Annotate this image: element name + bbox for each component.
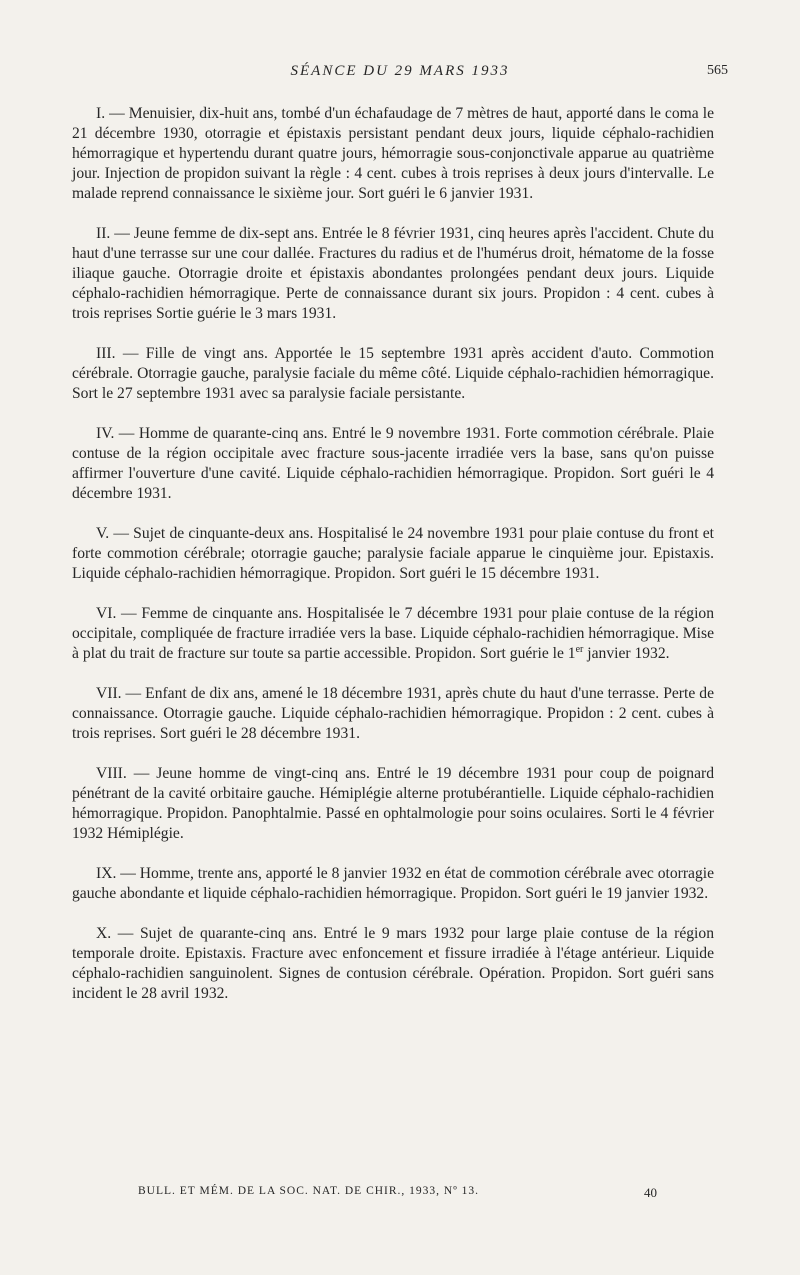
page-footer bbox=[0, 1185, 800, 1205]
case-paragraph-9: IX. — Homme, trente ans, apporté le 8 janvier 1932 en état de commotion cérébrale avec otorragie gauche abondante et liquide céphalo-rachidien hémorragique. Propidon. Sort guéri le 19 janvier 1932. bbox=[72, 865, 714, 902]
case-6-text: VI. — Femme de cinquante ans. Hospitalisée le 7 décembre 1931 pour plaie contuse de la région occipitale, compliquée de fracture irradiée vers la base. Liquide céphalo-rachidien hémorragique. Mise à plat du trait de fracture sur toute sa partie accessible. Propidon. Sort guérie le 1 bbox=[72, 605, 714, 662]
case-paragraph-10: X. — Sujet de quarante-cinq ans. Entré le 9 mars 1932 pour large plaie contuse de la région temporale droite. Epistaxis. Fracture avec enfoncement et fissure irradiée à l'étage antérieur. Liquide céphalo-rachidien sanguinolent. Signes de contusion cérébrale. Opération. Propidon. Sort guéri sans incident le 28 avril 1932. bbox=[72, 925, 714, 1002]
running-title: SÉANCE DU 29 MARS 1933 bbox=[290, 63, 510, 79]
case-paragraph-7: VII. — Enfant de dix ans, amené le 18 décembre 1931, après chute du haut d'une terrasse. Perte de connaissance. Otorragie gauche. Liquide céphalo-rachidien hémorragique. Propidon : 2 cent. cubes à trois reprises. Sort guéri le 28 décembre 1931. bbox=[72, 685, 714, 742]
case-6-text-end: janvier 1932. bbox=[583, 645, 670, 662]
case-paragraph-8: VIII. — Jeune homme de vingt-cinq ans. Entré le 19 décembre 1931 pour coup de poignard pénétrant de la cavité orbitaire gauche. Hémiplégie alterne protubérantielle. Liquide céphalo-rachidien hémorragique. Propidon. Panophtalmie. Passé en ophtalmologie pour soins oculaires. Sorti le 4 février 1932 Hémiplégie. bbox=[72, 765, 714, 842]
case-list bbox=[72, 104, 714, 1024]
case-paragraph-1: I. — Menuisier, dix-huit ans, tombé d'un échafaudage de 7 mètres de haut, apporté dans le coma le 21 décembre 1930, otorragie et épistaxis persistant pendant deux jours, liquide céphalo-rachidien hémorragique et hypertendu durant quatre jours, hémorragie sous-conjonctivale apparue au quatrième jour. Injection de propidon suivant la règle : 4 cent. cubes à trois reprises à deux jours d'intervalle. Le malade reprend connaissance le sixième jour. Sort guéri le 6 janvier 1931. bbox=[72, 105, 714, 202]
page-number: 565 bbox=[707, 63, 728, 78]
footer-sheet-number: 40 bbox=[644, 1185, 657, 1200]
case-paragraph-5: V. — Sujet de cinquante-deux ans. Hospitalisé le 24 novembre 1931 pour plaie contuse du front et forte commotion cérébrale; otorragie gauche; paralysie faciale apparue le cinquième jour. Epistaxis. Liquide céphalo-rachidien hémorragique. Propidon. Sort guéri le 15 décembre 1931. bbox=[72, 525, 714, 582]
case-paragraph-2: II. — Jeune femme de dix-sept ans. Entrée le 8 février 1931, cinq heures après l'accident. Chute du haut d'une terrasse sur une cour dallée. Fractures du radius et de l'humérus droit, hématome de la fosse iliaque gauche. Otorragie droite et épistaxis abondantes prolongées pendant deux jours. Liquide céphalo-rachidien hémorragique. Perte de connaissance durant six jours. Propidon : 4 cent. cubes à trois reprises Sortie guérie le 3 mars 1931. bbox=[72, 225, 714, 322]
running-header bbox=[0, 63, 800, 83]
footer-journal-citation: BULL. ET MÉM. DE LA SOC. NAT. DE CHIR., 1933, Nº 13. bbox=[138, 1185, 480, 1197]
case-paragraph-4: IV. — Homme de quarante-cinq ans. Entré le 9 novembre 1931. Forte commotion cérébrale. Plaie contuse de la région occipitale avec fracture sous-jacente irradiée vers la base, sans qu'on puisse affirmer l'ouverture d'une cavité. Liquide céphalo-rachidien hémorragique. Propidon. Sort guéri le 4 décembre 1931. bbox=[72, 425, 714, 502]
case-paragraph-6 bbox=[72, 604, 714, 664]
case-paragraph-3: III. — Fille de vingt ans. Apportée le 15 septembre 1931 après accident d'auto. Commotion cérébrale. Otorragie gauche, paralysie faciale du même côté. Liquide céphalo-rachidien hémorragique. Sort le 27 septembre 1931 avec sa paralysie faciale persistante. bbox=[72, 345, 714, 402]
case-6-superscript: er bbox=[575, 643, 584, 655]
